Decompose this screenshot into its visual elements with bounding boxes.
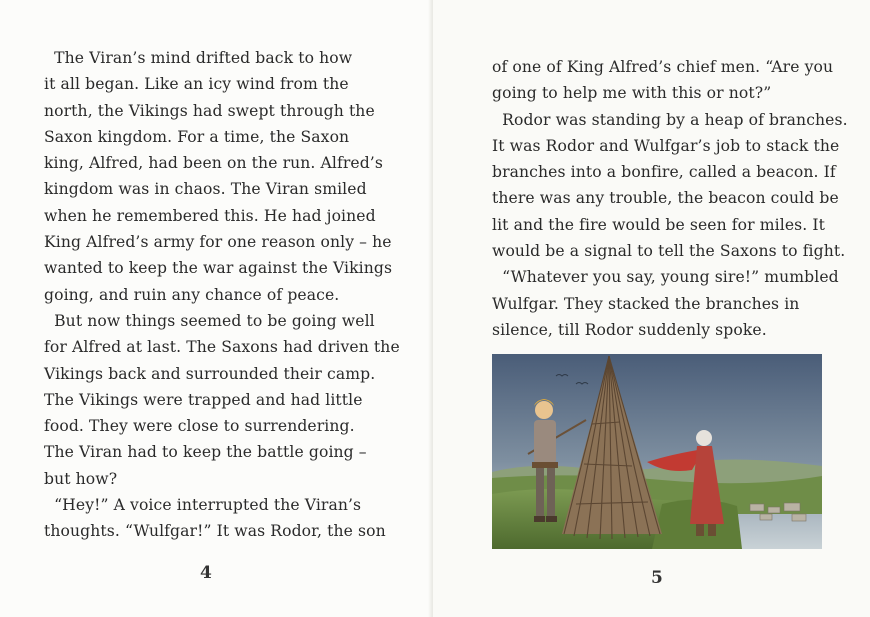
text-line: Wulfgar. They stacked the branches in <box>492 294 800 313</box>
text-line: King Alfred’s army for one reason only – he <box>44 233 392 252</box>
text-line: when he remembered this. He had joined <box>44 206 376 225</box>
text-line: thoughts. “Wulfgar!” It was Rodor, the son <box>44 522 386 541</box>
text-line: going, and ruin any chance of peace. <box>44 285 340 304</box>
text-line: food. They were close to surrendering. <box>44 417 355 436</box>
text-line: Vikings back and surrounded their camp. <box>44 364 376 383</box>
text-line: but how? <box>44 469 118 488</box>
text-line: “Whatever you say, young sire!” mumbled <box>492 268 839 287</box>
left-page <box>0 0 433 617</box>
right-page-text <box>492 54 848 343</box>
text-line: Saxon kingdom. For a time, the Saxon <box>44 127 350 146</box>
text-line: north, the Vikings had swept through the <box>44 101 375 120</box>
text-line: would be a signal to tell the Saxons to fight. <box>492 242 846 261</box>
text-line: branches into a bonfire, called a beacon. If <box>492 163 836 182</box>
page-number-left: 4 <box>200 563 212 583</box>
text-line: going to help me with this or not?” <box>492 84 772 103</box>
text-line: The Viran’s mind drifted back to how <box>44 49 353 67</box>
text-line: lit and the fire would be seen for miles. It <box>492 215 826 234</box>
page-number-right: 5 <box>651 568 663 588</box>
text-line: of one of King Alfred’s chief men. “Are you <box>492 58 834 76</box>
text-line: kingdom was in chaos. The Viran smiled <box>44 180 367 199</box>
text-line: The Viran had to keep the battle going – <box>44 443 367 462</box>
left-page-text <box>44 45 400 545</box>
text-line: there was any trouble, the beacon could be <box>492 189 839 208</box>
text-line: It was Rodor and Wulfgar’s job to stack the <box>492 136 840 155</box>
text-line: The Vikings were trapped and had little <box>44 390 363 409</box>
text-line: wanted to keep the war against the Vikings <box>44 259 393 278</box>
beacon-illustration <box>492 354 822 549</box>
text-line: But now things seemed to be going well <box>44 311 375 330</box>
text-line: silence, till Rodor suddenly spoke. <box>492 320 767 339</box>
text-line: it all began. Like an icy wind from the <box>44 75 349 94</box>
text-line: “Hey!” A voice interrupted the Viran’s <box>44 496 362 515</box>
text-line: king, Alfred, had been on the run. Alfred’s <box>44 154 383 173</box>
text-line: Rodor was standing by a heap of branches. <box>492 110 848 129</box>
text-line: for Alfred at last. The Saxons had driven the <box>44 338 400 357</box>
